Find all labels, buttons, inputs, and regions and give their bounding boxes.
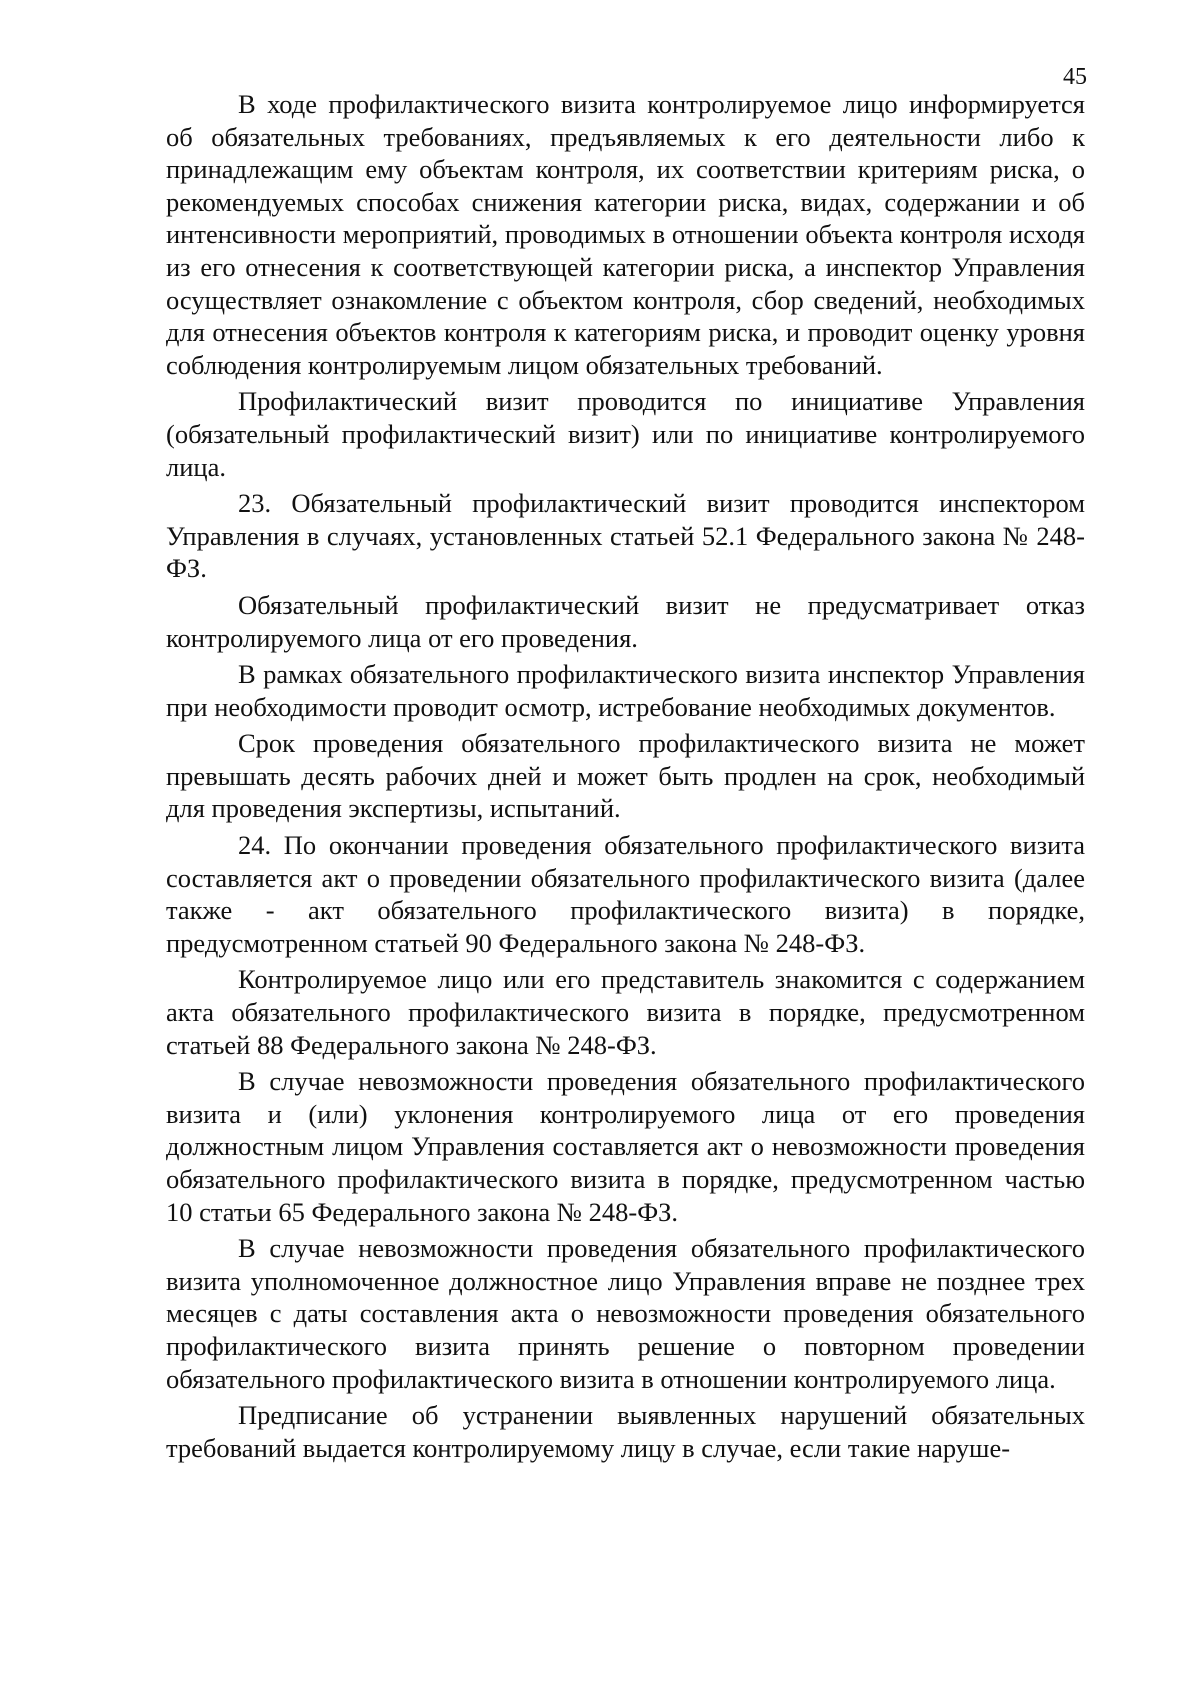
paragraph-no-refusal: Обязательный профилактический визит не предусматривает отказ контролируемого лица от его проведения. [166,589,1085,653]
paragraph-visit-duration: Срок проведения обязательного профилактического визита не может превышать десять рабочих дней и может быть продлен на срок, необходимый для проведения экспертизы, испытаний. [166,728,1085,824]
paragraph-inspection-scope: В рамках обязательного профилактического визита инспектор Управления при необходимости проводит осмотр, истребование необходимых документов. [166,659,1085,722]
paragraph-repeat-visit: В случае невозможности проведения обязательного профилактического визита уполномоченное должностное лицо Управления вправе не позднее трех месяцев с даты составления акта о невозможности проведения обязательного профилактического визита принять решение о повторном проведении обязательного профилактического визита в отношении контролируемого лица. [166,1233,1085,1394]
paragraph-impossibility-act: В случае невозможности проведения обязательного профилактического визита и (или) уклонения контролируемого лица от его проведения должностным лицом Управления составляется акт о невозможности проведения обязательного профилактического визита в порядке, предусмотренном частью 10 статьи 65 Федерального закона № 248-ФЗ. [166,1066,1085,1227]
paragraph-visit-information: В ходе профилактического визита контролируемое лицо информируется об обязательных требованиях, предъявляемых к его деятельности либо к принадлежащим ему объектам контроля, их соответствии критериям риска, о рекомендуемых способах снижения категории риска, видах, содержании и об интенсивности мероприятий, проводимых в отношении объекта контроля исходя из его отнесения к соответствующей категории риска, а инспектор Управления осуществляет ознакомление с объектом контроля, сбор сведений, необходимых для отнесения объектов контроля к категориям риска, и проводит оценку уровня соблюдения контролируемым лицом обязательных требований. [166,89,1085,380]
paragraph-act-familiarization: Контролируемое лицо или его представитель знакомится с содержанием акта обязательного профилактического визита в порядке, предусмотренном статьей 88 Федерального закона № 248-ФЗ. [166,964,1085,1060]
document-body [166,88,1085,1468]
page-number: 45 [1063,64,1087,90]
paragraph-visit-initiative: Профилактический визит проводится по инициативе Управления (обязательный профилактический визит) или по инициативе контролируемого лица. [166,386,1085,482]
paragraph-item-24: 24. По окончании проведения обязательного профилактического визита составляется акт о проведении обязательного профилактического визита (далее также - акт обязательного профилактического визита) в порядке, предусмотренном статьей 90 Федерального закона № 248-ФЗ. [166,830,1085,958]
paragraph-prescription: Предписание об устранении выявленных нарушений обязательных требований выдается контролируемому лицу в случае, если такие наруше- [166,1400,1085,1463]
paragraph-item-23: 23. Обязательный профилактический визит проводится инспектором Управления в случаях, установленных статьей 52.1 Федерального закона № 248-ФЗ. [166,488,1085,584]
